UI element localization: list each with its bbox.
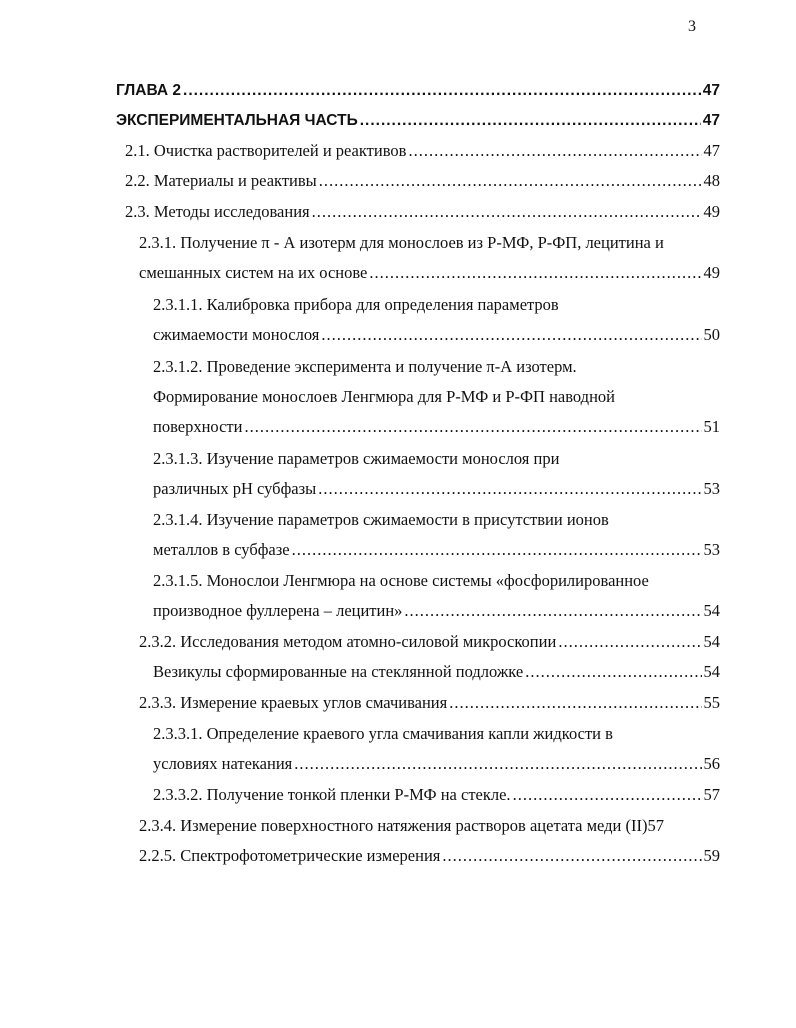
- toc-entry-line: 2.3.1.1. Калибровка прибора для определения параметров: [153, 295, 559, 314]
- toc-dot-leader: [369, 258, 701, 288]
- toc-entry-title: Везикулы сформированные на стеклянной подложке: [153, 662, 524, 681]
- toc-dot-leader: [244, 412, 701, 442]
- toc-entry-line: 2.3.1.5. Монослои Ленгмюра на основе системы «фосфорилированное: [153, 571, 649, 590]
- toc-entry-title: 2.3.2. Исследования методом атомно-силовой микроскопии: [139, 632, 557, 651]
- toc-entry: [153, 780, 720, 810]
- toc-dot-leader: [312, 197, 702, 227]
- toc-dot-leader: [183, 76, 701, 106]
- toc-entry-title: 2.3.4. Измерение поверхностного натяжения растворов ацетата меди (II): [139, 816, 648, 835]
- toc-page-number: 55: [703, 693, 720, 712]
- toc-page-number: 57: [647, 816, 664, 835]
- toc-page-number: 54: [703, 632, 720, 651]
- toc-page-number: 53: [703, 479, 720, 498]
- toc-dot-leader: [408, 136, 701, 166]
- toc-dot-leader: [292, 535, 702, 565]
- toc-dot-leader: [318, 474, 701, 504]
- toc-entry-title: 2.2. Материалы и реактивы: [125, 171, 317, 190]
- toc-page-number: 56: [703, 754, 720, 773]
- toc-entry: [139, 228, 720, 288]
- toc-entry-title: ЭКСПЕРИМЕНТАЛЬНАЯ ЧАСТЬ: [116, 112, 358, 129]
- toc-entry: [153, 444, 720, 504]
- toc-page-number: 50: [703, 325, 720, 344]
- toc-entry: [125, 166, 720, 196]
- toc-dot-leader: [321, 320, 701, 350]
- toc-entry-title: сжимаемости монослоя: [153, 325, 320, 344]
- toc-entry-line: 2.3.3.1. Определение краевого угла смачивания капли жидкости в: [153, 724, 613, 743]
- toc-entry: [125, 136, 720, 166]
- toc-entry: [153, 290, 720, 350]
- toc-entry: [125, 197, 720, 227]
- toc-page-number: 54: [703, 601, 720, 620]
- toc-entry-line: Формирование монослоев Ленгмюра для Р-МФ и Р-ФП наводной: [153, 387, 615, 406]
- toc-page-number: 57: [703, 785, 720, 804]
- toc-page-number: 47: [703, 141, 720, 160]
- toc-entry-title: поверхности: [153, 417, 243, 436]
- toc-page-number: 54: [703, 662, 720, 681]
- toc-entry-line: 2.3.1.4. Изучение параметров сжимаемости в присутствии ионов: [153, 510, 609, 529]
- toc-entry-line: 2.3.1. Получение π - А изотерм для монослоев из Р-МФ, Р-ФП, лецитина и: [139, 233, 664, 252]
- toc-page-number: 53: [703, 540, 720, 559]
- toc-dot-leader: [513, 780, 702, 810]
- toc-dot-leader: [525, 657, 701, 687]
- toc-entry: [139, 811, 720, 841]
- toc-entry: [139, 841, 720, 871]
- toc-entry-title: 2.3.3. Измерение краевых углов смачивания: [139, 693, 448, 712]
- toc-entry: [153, 657, 720, 687]
- toc-dot-leader: [449, 688, 701, 718]
- toc-entry: [139, 688, 720, 718]
- toc-entry-line: 2.3.1.2. Проведение эксперимента и получение π-А изотерм.: [153, 357, 577, 376]
- toc-page-number: 51: [703, 417, 720, 436]
- toc-entry-title: различных рН субфазы: [153, 479, 317, 498]
- toc-page-number: 48: [703, 171, 720, 190]
- toc-dot-leader: [319, 166, 702, 196]
- toc-page-number: 47: [702, 112, 720, 129]
- toc-page-number: 49: [703, 202, 720, 221]
- toc-entry-line: 2.3.1.3. Изучение параметров сжимаемости монослоя при: [153, 449, 560, 468]
- toc-dot-leader: [294, 749, 701, 779]
- toc-entry-part: [116, 106, 720, 136]
- toc-page-number: 47: [702, 82, 720, 99]
- toc-entry: [153, 719, 720, 779]
- toc-page-number: 49: [703, 263, 720, 282]
- toc-entry: [153, 352, 720, 442]
- toc-dot-leader: [558, 627, 701, 657]
- toc-entry-title: металлов в субфазе: [153, 540, 290, 559]
- toc-page-number: 59: [703, 846, 720, 865]
- toc-entry-title: смешанных систем на их основе: [139, 263, 368, 282]
- toc-entry-title: 2.1. Очистка растворителей и реактивов: [125, 141, 407, 160]
- toc-entry: [153, 505, 720, 565]
- toc-entry-title: условиях натекания: [153, 754, 293, 773]
- toc-entry-title: 2.2.5. Спектрофотометрические измерения: [139, 846, 441, 865]
- toc-entry-title: 2.3.3.2. Получение тонкой пленки Р-МФ на стекле.: [153, 785, 511, 804]
- toc-entry-title: производное фуллерена – лецитин»: [153, 601, 403, 620]
- page-number: 3: [688, 18, 696, 35]
- toc-dot-leader: [404, 596, 701, 626]
- toc-dot-leader: [360, 106, 701, 136]
- toc-dot-leader: [442, 841, 701, 871]
- toc-entry-title: 2.3. Методы исследования: [125, 202, 310, 221]
- toc-entry: [153, 566, 720, 626]
- toc-entry: [139, 627, 720, 657]
- toc-entry-title: ГЛАВА 2: [116, 82, 182, 99]
- toc-entry-chapter: [116, 76, 720, 106]
